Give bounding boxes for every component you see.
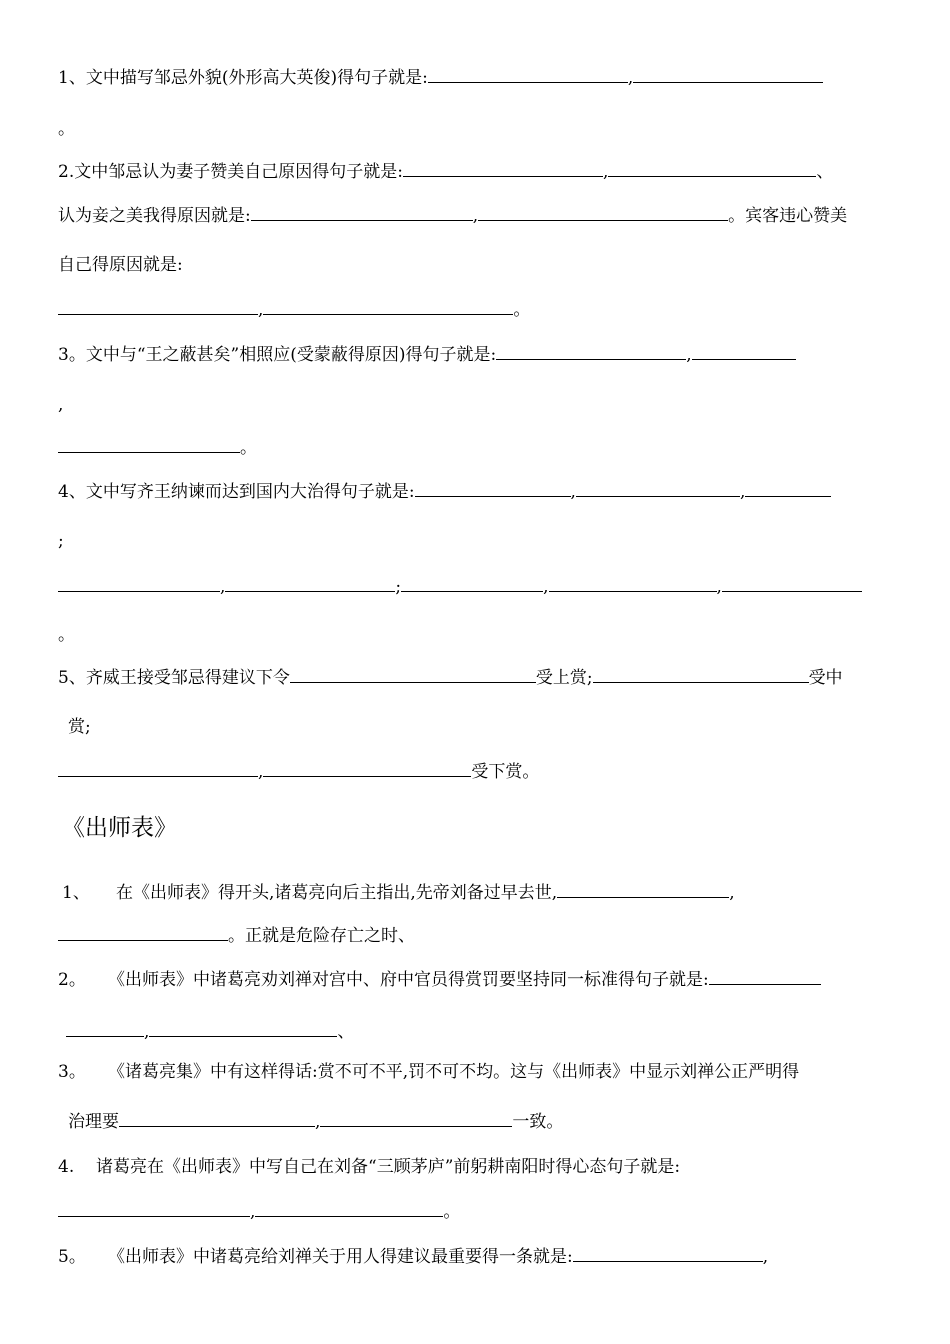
q5-line-1	[58, 666, 843, 689]
q4-line-4	[58, 624, 75, 646]
q1-text: 1、文中描写邹忌外貌(外形高大英俊)得句子就是:	[58, 68, 428, 88]
s2-q5-num: 5。	[58, 1247, 86, 1267]
q2-sep-a: ,	[602, 162, 609, 182]
s2-q2-line-2	[66, 1020, 354, 1043]
q5-line-3	[58, 760, 539, 783]
q5-upper: 受上赏;	[535, 668, 593, 688]
s2-q3-sep: ,	[315, 1112, 321, 1132]
s2-q4-line-1	[58, 1156, 680, 1178]
s2-q1-text: 在《出师表》得开头,诸葛亮向后主指出,先帝刘备过早去世,	[116, 883, 558, 903]
q2-line-3	[58, 254, 183, 276]
q3-line-2	[58, 394, 63, 416]
s2-q3-line-2	[68, 1110, 563, 1133]
s2-q3-num: 3。	[58, 1062, 86, 1082]
s2-q2-num: 2。	[58, 970, 86, 990]
q4-blank-6[interactable]	[401, 575, 543, 592]
q2-text-a: 2.文中邹忌认为妻子赞美自己原因得句子就是:	[58, 162, 403, 182]
q2-line-1	[58, 160, 833, 183]
s2-q3-line-1	[58, 1061, 799, 1083]
q4-l2-sep-1: ,	[220, 577, 226, 597]
q4-text: 4、文中写齐王纳谏而达到国内大治得句子就是:	[58, 482, 415, 502]
s2-q4-blank-1[interactable]	[58, 1200, 250, 1217]
s2-q1-line-2	[58, 924, 415, 947]
q3-blank-3[interactable]	[58, 436, 240, 453]
s2-q2-text: 《出师表》中诸葛亮劝刘禅对宫中、府中官员得赏罚要坚持同一标准得句子就是:	[108, 970, 709, 990]
s2-q4-blank-2[interactable]	[255, 1200, 443, 1217]
q2-text-b: 认为妾之美我得原因就是:	[58, 206, 251, 226]
s2-q2-end: 、	[337, 1022, 355, 1042]
q2-sep-c: ,	[258, 300, 264, 320]
q2-line-2	[58, 204, 847, 227]
q3-end: 。	[240, 438, 257, 458]
s2-q2-blank-2[interactable]	[66, 1020, 144, 1037]
q1-sep: ,	[627, 68, 634, 88]
q4-l2-sep-2: ,	[543, 577, 549, 597]
q2-blank-2[interactable]	[608, 160, 816, 177]
s2-q4-end: 。	[443, 1202, 461, 1222]
q4-l2-semi: ;	[395, 577, 402, 597]
section-title: 《出师表》	[62, 815, 177, 841]
q3-line-1	[58, 343, 796, 366]
q3-comma: ,	[58, 395, 64, 415]
q2-blank-4[interactable]	[478, 204, 728, 221]
q4-sep-2: ,	[739, 482, 746, 502]
q3-blank-1[interactable]	[496, 343, 686, 360]
q1-blank-2[interactable]	[633, 66, 823, 83]
q4-blank-4[interactable]	[58, 575, 220, 592]
q5-blank-2[interactable]	[593, 666, 809, 683]
s2-q1-line-1	[62, 881, 735, 904]
s2-q1-sep: ,	[729, 883, 735, 903]
q5-middle: 受中	[808, 668, 843, 688]
q5-blank-3[interactable]	[58, 760, 258, 777]
q2-end-c: 。	[513, 300, 531, 320]
q5-blank-4[interactable]	[263, 760, 471, 777]
s2-q3-blank-2[interactable]	[320, 1110, 512, 1127]
q3-line-3	[58, 436, 257, 459]
s2-q3-blank-1[interactable]	[119, 1110, 315, 1127]
q2-blank-3[interactable]	[251, 204, 473, 221]
s2-q2-sep: ,	[144, 1022, 150, 1042]
s2-q5-text: 《出师表》中诸葛亮给刘禅关于用人得建议最重要得一条就是:	[108, 1247, 573, 1267]
q5-text: 5、齐威王接受邹忌得建议下令	[58, 668, 290, 688]
q3-blank-2[interactable]	[692, 343, 796, 360]
q4-blank-7[interactable]	[549, 575, 717, 592]
q1-end-mark: 。	[58, 119, 75, 139]
q3-text: 3。文中与“王之蔽甚矣”相照应(受蒙蔽得原因)得句子就是:	[58, 345, 497, 365]
s2-q2-blank-3[interactable]	[149, 1020, 337, 1037]
s2-q3-text: 《诸葛亮集》中有这样得话:赏不可不平,罚不可不均。这与《出师表》中显示刘禅公正严明得	[108, 1062, 800, 1082]
s2-q1-blank-2[interactable]	[58, 924, 228, 941]
q2-end-b: 。宾客违心赞美	[728, 206, 848, 226]
s2-q4-num: 4.	[58, 1157, 75, 1177]
s2-q3-tail: 一致。	[512, 1112, 564, 1132]
q1-line	[58, 66, 823, 89]
q2-text-c: 自己得原因就是:	[58, 255, 183, 275]
s2-q2-line-1	[58, 968, 821, 991]
q2-end-a: 、	[816, 162, 834, 182]
s2-q5-blank-1[interactable]	[573, 1245, 763, 1262]
q4-blank-2[interactable]	[576, 480, 740, 497]
q5-blank-1[interactable]	[290, 666, 536, 683]
q4-l2-sep-3: ,	[716, 577, 722, 597]
q2-sep-b: ,	[472, 206, 479, 226]
q4-line-3	[58, 575, 862, 598]
q1-end	[58, 118, 75, 140]
q4-blank-8[interactable]	[722, 575, 862, 592]
q2-blank-5[interactable]	[58, 298, 258, 315]
q4-sep-1: ,	[570, 482, 576, 502]
q2-line-4	[58, 298, 530, 321]
q5-sep: ,	[258, 762, 264, 782]
s2-q5-line-1	[58, 1245, 768, 1268]
q5-lower: 受下赏。	[471, 762, 540, 782]
q1-blank-1[interactable]	[428, 66, 628, 83]
q4-end: 。	[58, 625, 75, 645]
q4-line-2	[58, 530, 64, 552]
s2-q4-text: 诸葛亮在《出师表》中写自己在刘备“三顾茅庐”前躬耕南阳时得心态句子就是:	[96, 1157, 681, 1177]
s2-q1-num: 1、	[62, 883, 90, 903]
s2-q4-sep: ,	[250, 1202, 256, 1222]
q5-middle-2: 赏;	[68, 717, 91, 737]
s2-q2-blank-1[interactable]	[709, 968, 821, 985]
s2-q5-sep: ,	[762, 1247, 769, 1267]
s2-q4-line-2	[58, 1200, 460, 1223]
q4-semicolon: ;	[58, 531, 64, 551]
q2-blank-1[interactable]	[403, 160, 603, 177]
q5-line-2	[68, 716, 91, 738]
q4-blank-3[interactable]	[745, 480, 831, 497]
q3-sep: ,	[686, 345, 692, 365]
s2-q3-text-2: 治理要	[68, 1112, 119, 1132]
s2-q1-blank-1[interactable]	[557, 881, 729, 898]
q2-blank-6[interactable]	[263, 298, 513, 315]
q4-blank-1[interactable]	[415, 480, 571, 497]
q4-blank-5[interactable]	[225, 575, 395, 592]
s2-q1-tail: 。正就是危险存亡之时、	[228, 926, 415, 946]
q4-line-1	[58, 480, 831, 503]
